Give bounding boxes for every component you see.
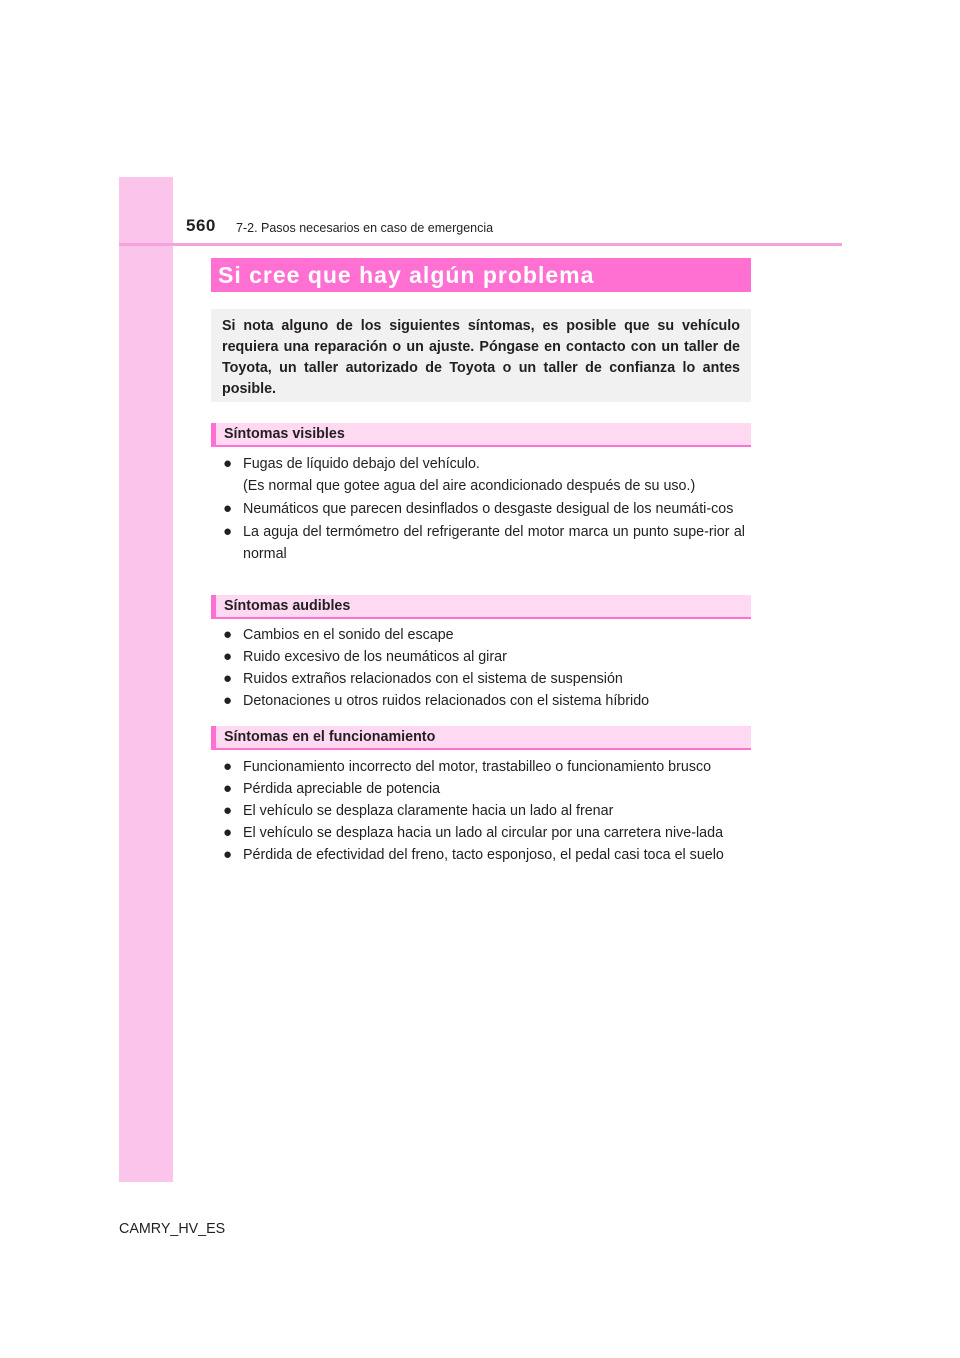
heading-audible-symptoms [211,595,751,619]
heading-visible-symptoms [211,423,751,447]
list-item-text: Detonaciones u otros ruidos relacionados con el sistema híbrido [243,693,650,709]
list-item [223,646,745,668]
page-title: Si cree que hay algún problema [211,258,751,292]
bullet-icon: ● [223,692,233,709]
bullet-icon: ● [223,500,233,517]
list-item [223,453,745,497]
bullet-icon: ● [223,523,233,540]
list-audible-symptoms [223,624,745,712]
heading-operation-label: Síntomas en el funcionamiento [224,729,436,745]
bullet-icon: ● [223,455,233,472]
list-operation-symptoms [223,756,745,866]
list-item-text: La aguja del termómetro del refrigerante del motor marca un punto supe-rior al normal [243,524,745,562]
list-item-text: El vehículo se desplaza claramente hacia un lado al frenar [243,803,614,819]
list-item-text: Cambios en el sonido del escape [243,627,454,643]
bullet-icon: ● [223,824,233,841]
list-item [223,822,745,844]
list-item-text: Funcionamiento incorrecto del motor, trastabilleo o funcionamiento brusco [243,759,712,775]
list-item [223,690,745,712]
list-item-text: El vehículo se desplaza hacia un lado al circular por una carretera nive-lada [243,825,724,841]
list-item [223,756,745,778]
intro-box [211,309,751,402]
bullet-icon: ● [223,648,233,665]
bullet-icon: ● [223,670,233,687]
page-number: 560 [186,216,216,235]
bullet-icon: ● [223,846,233,863]
list-item [223,800,745,822]
header-rule [119,243,842,246]
heading-operation-symptoms [211,726,751,750]
list-item [223,498,745,520]
list-item-text: Pérdida de efectividad del freno, tacto esponjoso, el pedal casi toca el suelo [243,847,724,863]
list-item [223,778,745,800]
list-item-text: Neumáticos que parecen desinflados o desgaste desigual de los neumáti-cos [243,501,734,517]
heading-visible-label: Síntomas visibles [224,426,345,442]
intro-text: Si nota alguno de los siguientes síntomas, es posible que su vehículo requiera una reparación o un ajuste. Póngase en contacto con un taller de Toyota, un taller autorizado de Toyota o un taller de confianza lo antes posible. [222,318,740,397]
side-tab-strip [119,177,173,1182]
section-reference: 7-2. Pasos necesarios en caso de emergencia [236,221,494,235]
list-item [223,521,745,565]
list-item-text: Fugas de líquido debajo del vehículo. (Es normal que gotee agua del aire acondicionado después de su uso.) [243,456,696,494]
list-item-text: Ruidos extraños relacionados con el sistema de suspensión [243,671,623,687]
list-item [223,668,745,690]
list-item-text: Pérdida apreciable de potencia [243,781,441,797]
bullet-icon: ● [223,758,233,775]
list-item [223,624,745,646]
list-item-text: Ruido excesivo de los neumáticos al girar [243,649,507,665]
bullet-icon: ● [223,780,233,797]
bullet-icon: ● [223,802,233,819]
bullet-icon: ● [223,626,233,643]
footer-document-code: CAMRY_HV_ES [119,1221,226,1237]
heading-audible-label: Síntomas audibles [224,598,351,614]
list-item [223,844,745,866]
list-visible-symptoms [223,453,745,565]
